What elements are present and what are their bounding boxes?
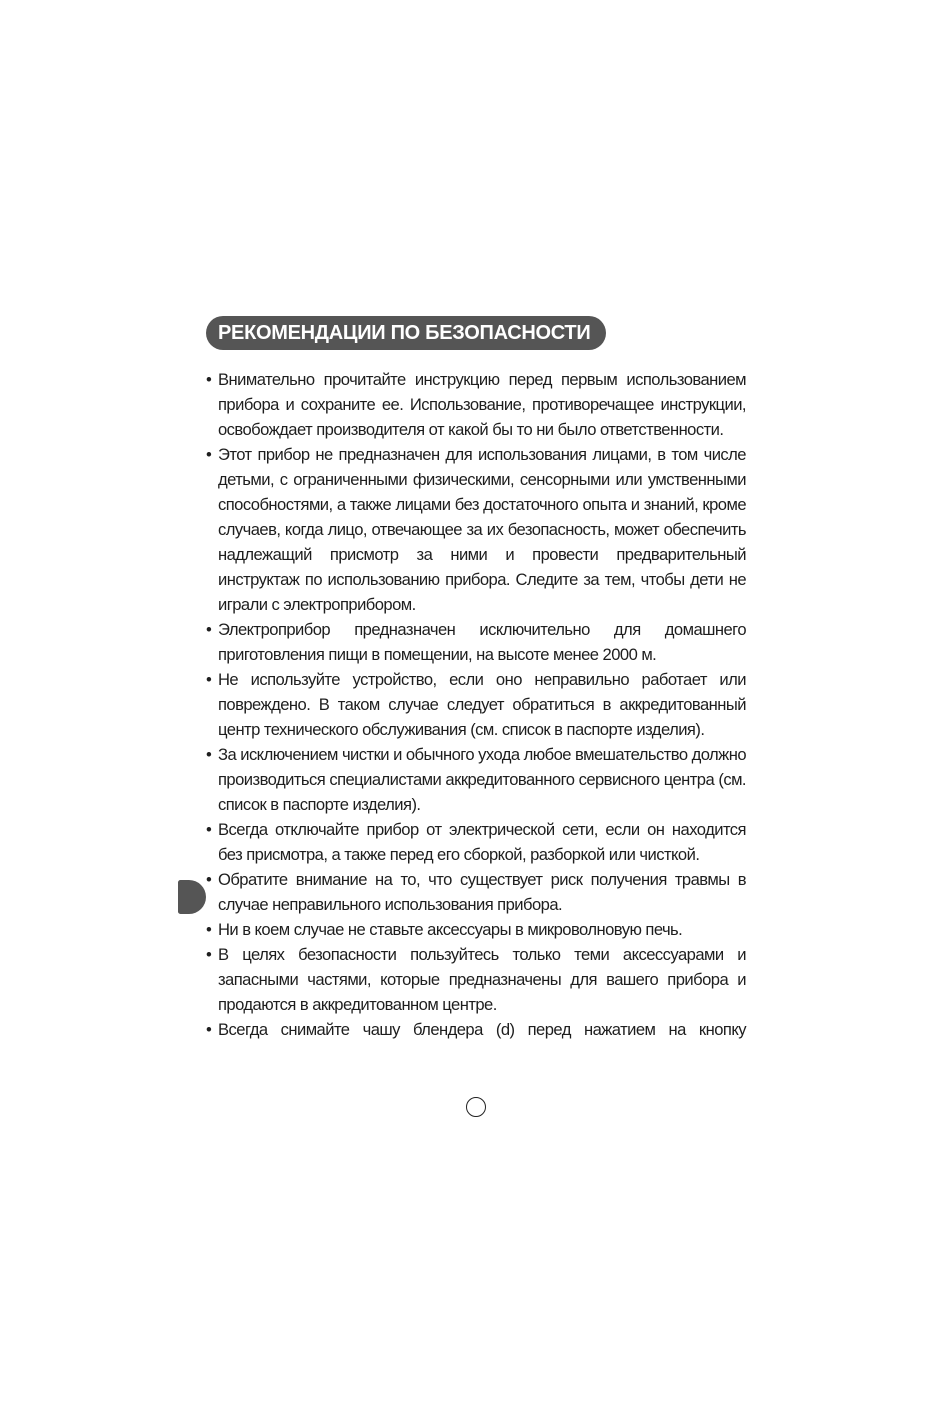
list-item: • Обратите внимание на то, что существует риск получения травмы в случае неправильного использования прибора. (206, 867, 746, 917)
safety-list (206, 367, 746, 1042)
list-item: • За исключением чистки и обычного ухода любое вмешательство должно производиться специалистами аккредитованного сервисного центра (см. список в паспорте изделия). (206, 742, 746, 817)
list-item: • Ни в коем случае не ставьте аксессуары в микроволновую печь. (206, 917, 746, 942)
list-item: • Внимательно прочитайте инструкцию перед первым использованием прибора и сохраните ее. Использование, противоречащее инструкции, освобождает производителя от какой бы то ни было ответственности. (206, 367, 746, 442)
list-item: • Всегда снимайте чашу блендера (d) перед нажатием на кнопку (206, 1017, 746, 1042)
list-item: • Не используйте устройство, если оно неправильно работает или повреждено. В таком случае следует обратиться в аккредитованный центр технического обслуживания (см. список в паспорте изделия). (206, 667, 746, 742)
list-item: • Электроприбор предназначен исключительно для домашнего приготовления пищи в помещении, на высоте менее 2000 м. (206, 617, 746, 667)
list-item: • Всегда отключайте прибор от электрической сети, если он находится без присмотра, а также перед его сборкой, разборкой или чисткой. (206, 817, 746, 867)
section-heading: РЕКОМЕНДАЦИИ ПО БЕЗОПАСНОСТИ (206, 316, 606, 350)
language-tab-marker (178, 880, 206, 914)
page-number-circle (466, 1097, 486, 1117)
list-item: • В целях безопасности пользуйтесь только теми аксессуарами и запасными частями, которые предназначены для вашего прибора и продаются в аккредитованном центре. (206, 942, 746, 1017)
list-item: • Этот прибор не предназначен для использования лицами, в том числе детьми, с ограниченными физическими, сенсорными или умственными способностями, а также лицами без достаточного опыта и знаний, кроме случаев, когда лицо, отвечающее за их безопасность, может обеспечить надлежащий присмотр за ними и провести предварительный инструктаж по использованию прибора. Следите за тем, чтобы дети не играли с электроприбором. (206, 442, 746, 617)
